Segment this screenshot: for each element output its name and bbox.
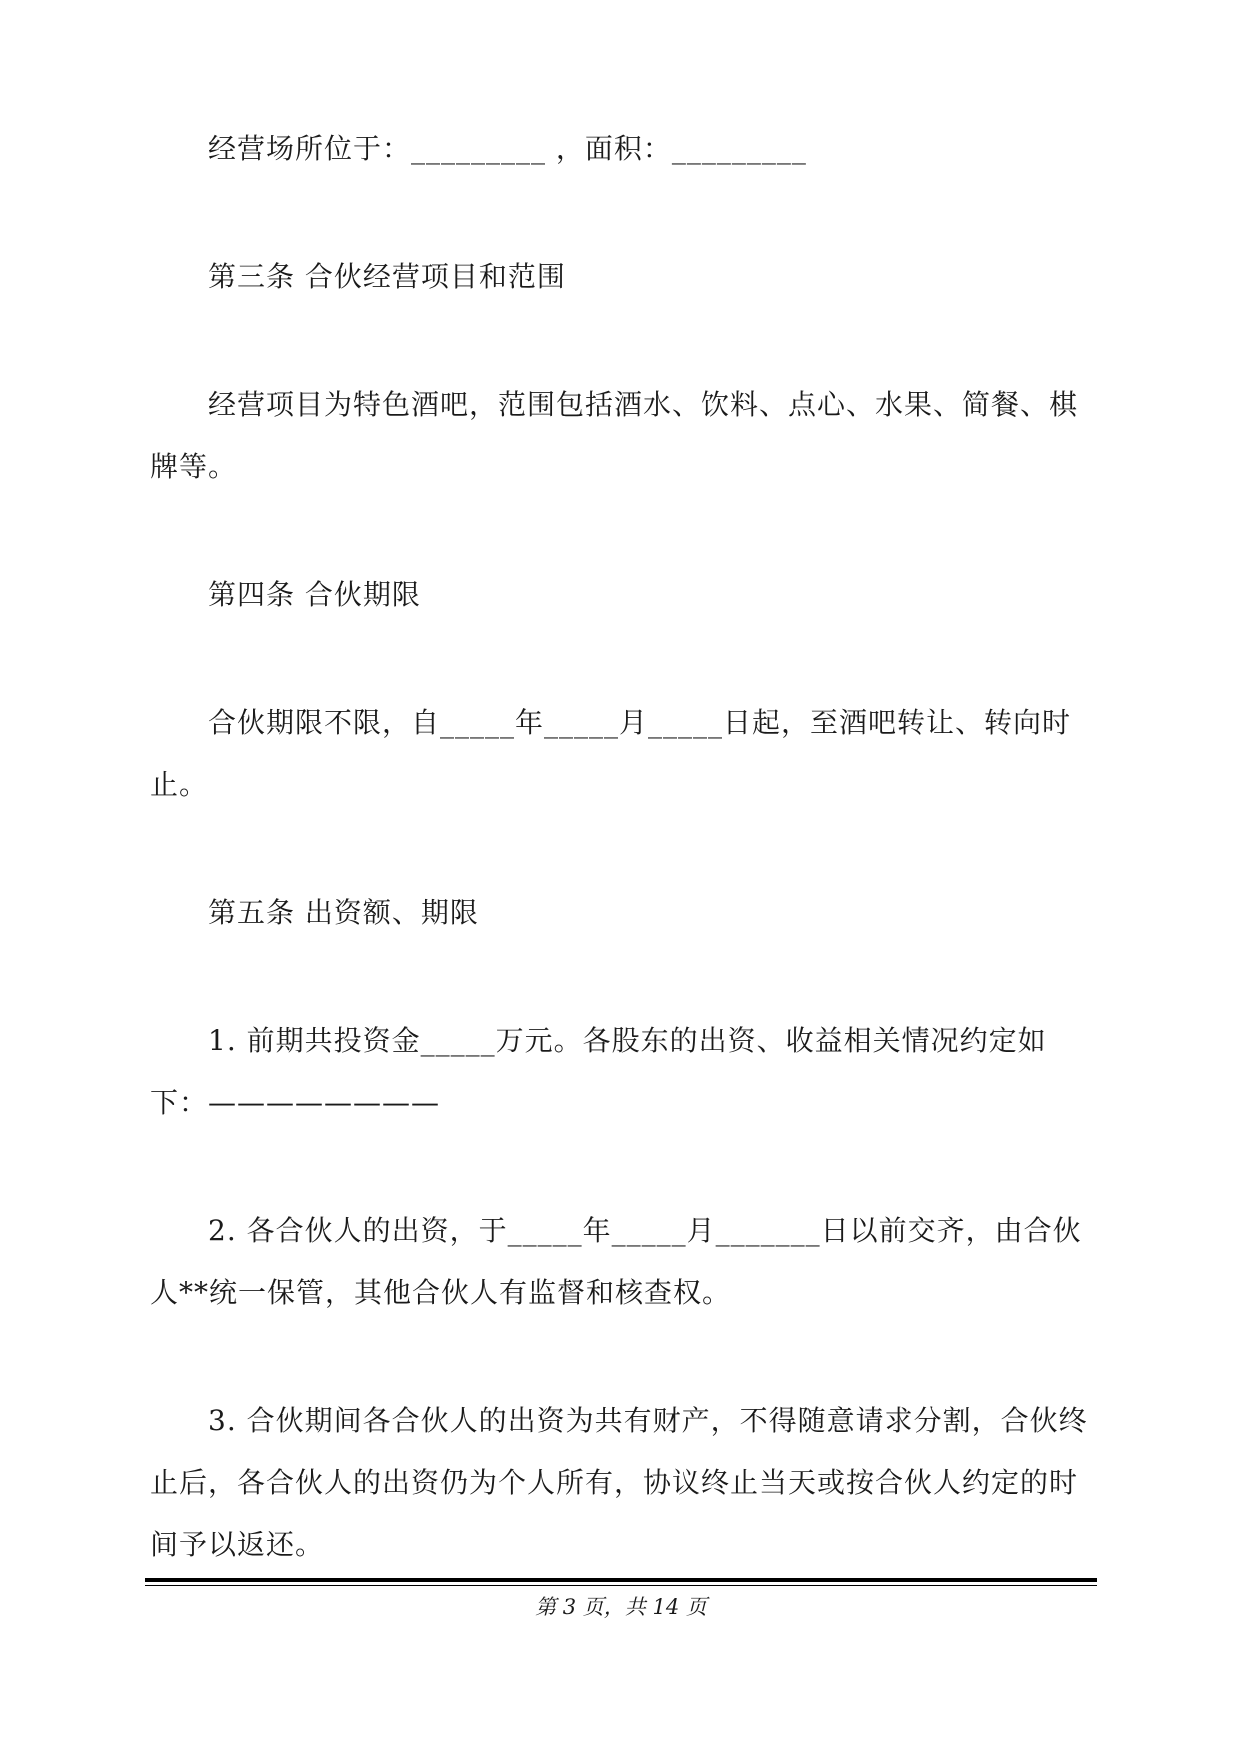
paragraph-location: 经营场所位于：_________ ，面积：_________ bbox=[208, 132, 807, 165]
footer-divider bbox=[145, 1578, 1097, 1582]
paragraph-item-1: 1. 前期共投资金_____万元。各股东的出资、收益相关情况约定如下：———————— bbox=[150, 1024, 1047, 1119]
article-4-heading: 第四条 合伙期限 bbox=[208, 578, 421, 611]
article-3-heading: 第三条 合伙经营项目和范围 bbox=[208, 260, 566, 293]
paragraph-item-3: 3. 合伙期间各合伙人的出资为共有财产，不得随意请求分割，合伙终止后，各合伙人的出资仍为个人所有，协议终止当天或按合伙人约定的时间予以返还。 bbox=[150, 1404, 1088, 1561]
footer-divider-thin bbox=[145, 1585, 1097, 1586]
paragraph-business-scope: 经营项目为特色酒吧，范围包括酒水、饮料、点心、水果、简餐、棋牌等。 bbox=[150, 388, 1079, 483]
article-5-heading: 第五条 出资额、期限 bbox=[208, 896, 479, 929]
paragraph-item-2: 2. 各合伙人的出资，于_____年_____月_______日以前交齐，由合伙人**统一保管，其他合伙人有监督和核查权。 bbox=[150, 1214, 1082, 1309]
page-number: 第 3 页，共 14 页 bbox=[535, 1595, 707, 1619]
paragraph-term: 合伙期限不限，自_____年_____月_____日起，至酒吧转让、转向时止。 bbox=[150, 706, 1072, 801]
document-body bbox=[150, 118, 1100, 1576]
